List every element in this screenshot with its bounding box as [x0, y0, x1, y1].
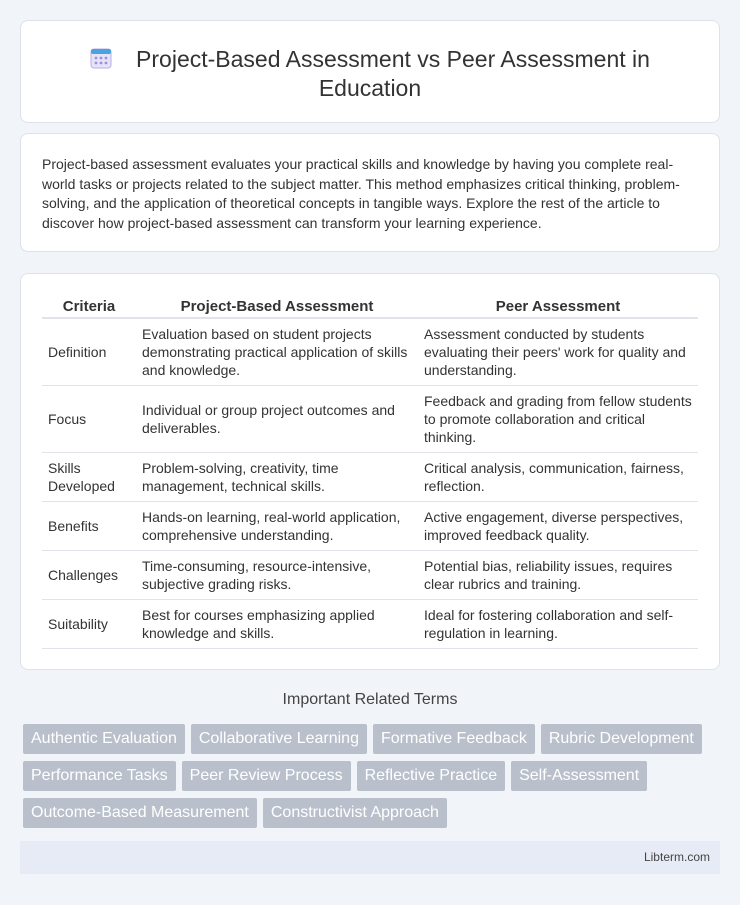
- row-project-based: Evaluation based on student projects demonstrating practical application of skills and knowledge.: [136, 318, 418, 385]
- row-criteria: Skills Developed: [42, 452, 136, 501]
- row-project-based: Best for courses emphasizing applied knowledge and skills.: [136, 599, 418, 648]
- table-row: [42, 318, 698, 385]
- table-row: [42, 452, 698, 501]
- related-terms-heading: Important Related Terms: [282, 691, 458, 708]
- row-peer: Assessment conducted by students evaluating their peers' work for quality and understanding.: [418, 318, 698, 385]
- row-project-based: Individual or group project outcomes and deliverables.: [136, 385, 418, 452]
- intro-card: [20, 133, 720, 252]
- footer: [20, 841, 720, 874]
- comparison-table: [42, 296, 698, 649]
- table-header-row: [42, 296, 698, 318]
- page-title: [21, 45, 719, 103]
- tag-constructivist-approach[interactable]: Constructivist Approach: [263, 798, 447, 828]
- row-peer: Potential bias, reliability issues, requires clear rubrics and training.: [418, 550, 698, 599]
- tag-performance-tasks[interactable]: Performance Tasks: [23, 761, 176, 791]
- row-criteria: Benefits: [42, 501, 136, 550]
- table-row: [42, 599, 698, 648]
- row-project-based: Hands-on learning, real-world application, comprehensive understanding.: [136, 501, 418, 550]
- title-line-1: Project-Based Assessment vs Peer Assessment in: [136, 46, 650, 72]
- calendar-icon: [90, 47, 112, 69]
- comparison-card: [20, 273, 720, 670]
- row-criteria: Focus: [42, 385, 136, 452]
- tag-self-assessment[interactable]: Self-Assessment: [511, 761, 647, 791]
- header-project-based: Project-Based Assessment: [136, 296, 418, 318]
- row-peer: Feedback and grading from fellow students to promote collaboration and critical thinking.: [418, 385, 698, 452]
- table-row: [42, 550, 698, 599]
- title-line-2: Education: [318, 75, 422, 101]
- row-peer: Ideal for fostering collaboration and self-regulation in learning.: [418, 599, 698, 648]
- tag-outcome-based-measurement[interactable]: Outcome-Based Measurement: [23, 798, 257, 828]
- tag-reflective-practice[interactable]: Reflective Practice: [357, 761, 506, 791]
- related-terms-list: [23, 724, 713, 828]
- tag-peer-review-process[interactable]: Peer Review Process: [182, 761, 351, 791]
- row-criteria: Definition: [42, 318, 136, 385]
- row-peer: Active engagement, diverse perspectives, improved feedback quality.: [418, 501, 698, 550]
- row-criteria: Suitability: [42, 599, 136, 648]
- row-peer: Critical analysis, communication, fairness, reflection.: [418, 452, 698, 501]
- tag-formative-feedback[interactable]: Formative Feedback: [373, 724, 535, 754]
- row-criteria: Challenges: [42, 550, 136, 599]
- intro-text: Project-based assessment evaluates your practical skills and knowledge by having you complete real-world tasks or projects related to the subject matter. This method emphasizes critical thinking, problem-solving, and the application of theoretical concepts in tangible ways. Explore the rest of the article to discover how project-based assessment can transform your learning experience.: [42, 156, 680, 231]
- tag-collaborative-learning[interactable]: Collaborative Learning: [191, 724, 367, 754]
- table-row: [42, 501, 698, 550]
- tag-rubric-development[interactable]: Rubric Development: [541, 724, 702, 754]
- row-project-based: Time-consuming, resource-intensive, subjective grading risks.: [136, 550, 418, 599]
- header-criteria: Criteria: [42, 296, 136, 318]
- row-project-based: Problem-solving, creativity, time management, technical skills.: [136, 452, 418, 501]
- header-peer: Peer Assessment: [418, 296, 698, 318]
- tag-authentic-evaluation[interactable]: Authentic Evaluation: [23, 724, 185, 754]
- table-row: [42, 385, 698, 452]
- footer-site-link[interactable]: Libterm.com: [643, 850, 710, 864]
- title-card: [20, 20, 720, 123]
